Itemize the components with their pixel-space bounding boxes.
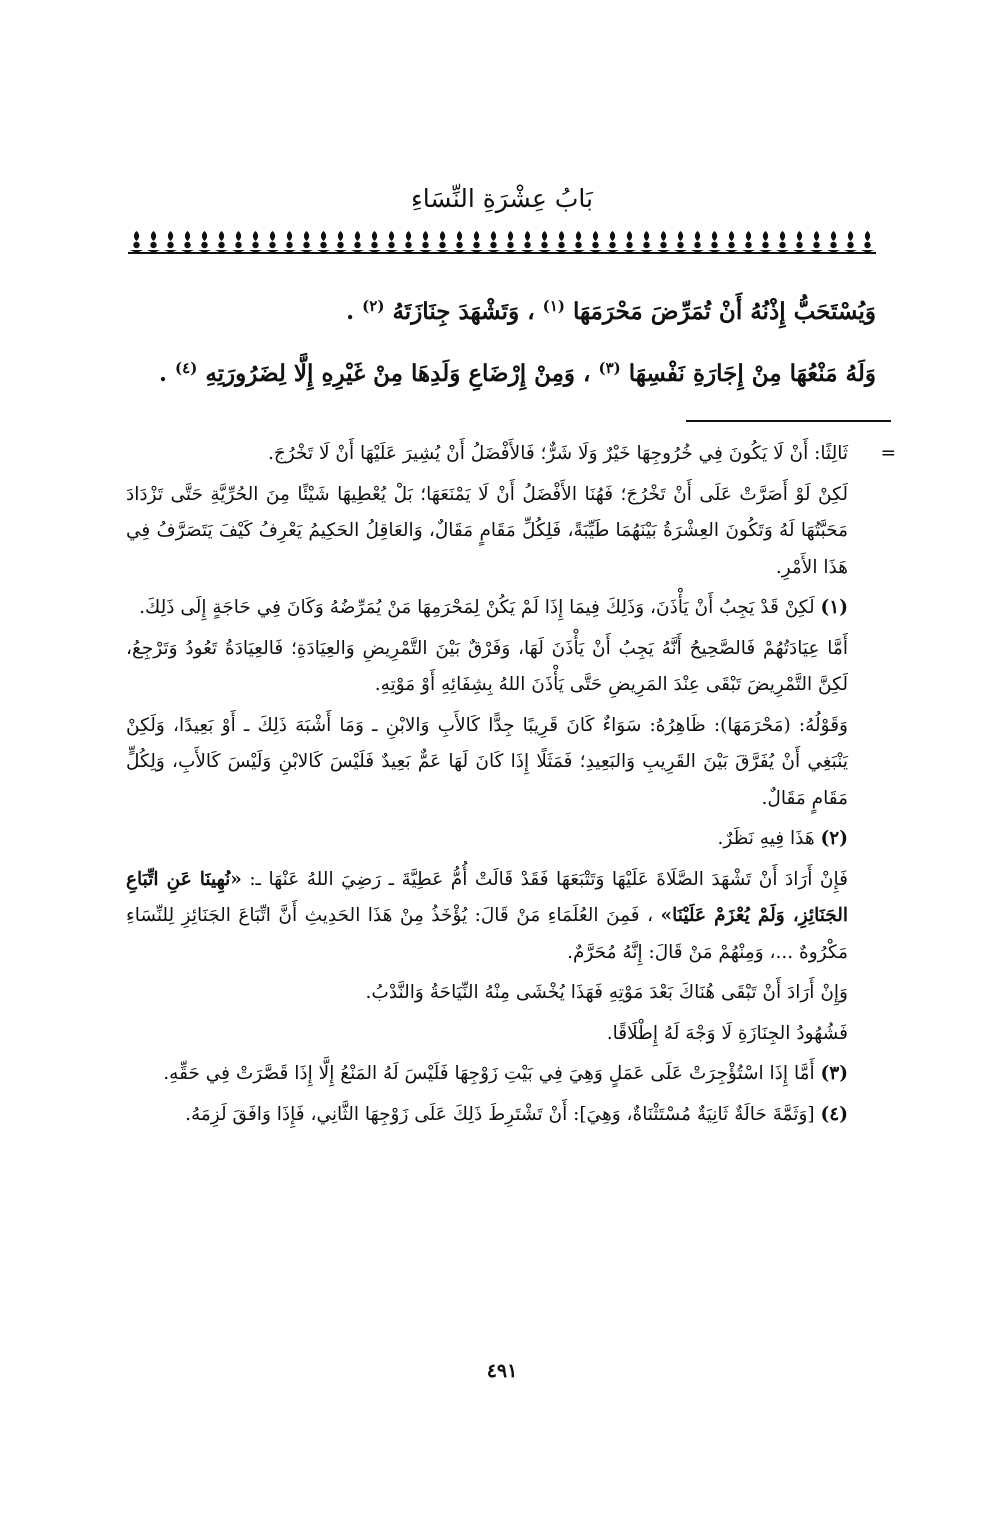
main-text-segment: وَلَهُ مَنْعُهَا مِنْ إِجَارَةِ نَفْسِهَا [628,360,876,387]
main-text-segment: ، وَتَشْهَدَ جِنَازَتَهُ [392,298,535,325]
footnote-text: [وَثَمَّةَ حَالَةٌ ثَانِيَةٌ مُسْتَثْنَاةٌ، وَهِيَ]: أَنْ تَشْتَرِطَ ذَلِكَ عَلَى زَوْجِهَا الثَّانِي، فَإِذَا وَافَقَ لَزِمَهُ. [185,1103,815,1125]
footnote-text: فَإِنْ أَرَادَ أَنْ تَشْهَدَ الصَّلَاةَ عَلَيْهَا وَتَتْبَعَهَا فَقَدْ قَالَتْ أُمُّ عَطِيَّةَ ـ رَضِيَ اللهُ عَنْهَا ـ: [249,868,848,890]
footnote-text: أَمَّا إِذَا اسْتُؤْجِرَتْ عَلَى عَمَلٍ وَهِيَ فِي بَيْتِ زَوْجِهَا فَلَيْسَ لَهُ المَنْعُ إِلَّا إِذَا قَصَّرَتْ فِي حَقِّهِ. [163,1063,815,1084]
footnote-number: (٣) [820,1063,848,1084]
main-line-1 [128,292,876,334]
footnote-paragraph: أَمَّا عِيَادَتُهُمْ فَالصَّحِيحُ أَنَّهُ يَجِبُ أَنْ يَأْذَنَ لَهَا، وَفَرْقٌ بَيْنَ التَّمْرِيضِ وَالعِيَادَةِ؛ فَالعِيَادَةُ تَعُودُ وَتَرْجِعُ، لَكِنَّ التَّمْرِيضَ تَبْقَى عِنْدَ المَرِيضِ حَتَّى يَأْذَنَ اللهُ بِشِفَائِهِ أَوْ مَوْتِهِ. [126,637,848,695]
footnote-paragraph: وَقَوْلُهُ: (مَحْرَمَهَا): ظَاهِرُهُ: سَوَاءٌ كَانَ قَرِيبًا جِدًّا كَالأَبِ وَالابْنِ ـ وَمَا أَشْبَهَ ذَلِكَ ـ أَوْ بَعِيدًا، وَلَكِنْ يَنْبَغِي أَنْ يُفَرَّقَ بَيْنَ القَرِيبِ وَالبَعِيدِ؛ فَمَثَلًا إِذَا كَانَ لَهَا عَمٌّ بَعِيدٌ فَلَيْسَ كَالابْنِ وَلَيْسَ كَالأَبِ، وَلِكُلٍّ مَقَامٍ مَقَالٌ. [126,714,848,809]
footnote-paragraph: وَإِنْ أَرَادَ أَنْ تَبْقَى هُنَاكَ بَعْدَ مَوْتِهِ فَهَذَا يُخْشَى مِنْهُ النِّيَاحَةُ وَالنَّدْبُ. [365,982,848,1003]
footnote-ref-4: (٤) [175,359,198,377]
decorative-border [128,228,876,254]
footnote-paragraph [126,862,876,972]
footnote-2 [126,821,876,858]
continuation-mark: = [880,443,896,464]
footnote-number: (٢) [820,828,848,849]
footnote-text: لَكِنْ قَدْ يَجِبُ أَنْ يَأْذَنَ، وَذَلِكَ فِيمَا إِذَا لَمْ يَكُنْ لِمَحْرَمِهَا مَنْ يُمَرِّضُهُ وَكَانَ فِي حَاجَةٍ إِلَى ذَلِكَ. [139,597,815,618]
main-line-2 [128,354,876,396]
main-text-segment: وَيُسْتَحَبُّ إِذْنُهُ أَنْ تُمَرِّضَ مَحْرَمَهَا [572,298,876,325]
footnote-4 [126,1097,876,1134]
footnote-ref-1: (١) [542,297,565,315]
footnote-3 [126,1056,876,1093]
footnote-text: هَذَا فِيهِ نَظَرٌ. [717,828,815,849]
footnote-separator [686,420,891,422]
chapter-title: بَابُ عِشْرَةِ النِّسَاءِ [411,184,593,213]
footnote-1 [126,590,876,627]
footnote-number: (١) [820,597,848,618]
footnote-text: ثَالِثًا: أَنْ لَا يَكُونَ فِي خُرُوجِهَا خَيْرٌ وَلَا شَرٌّ؛ فَالأَفْضَلُ أَنْ يُشِيرَ عَلَيْهَا أَنْ لَا تَخْرُجَ. [267,443,848,464]
footnote-paragraph: فَشُهُودُ الجِنَازَةِ لَا وَجْهَ لَهُ إِطْلَاقًا. [606,1022,848,1044]
main-text-segment: . [346,298,355,325]
main-text-segment: . [159,360,168,387]
hadith-quote: «نُهِينَا عَنِ اتِّبَاعِ الجَنَائِزِ، وَلَمْ يُعْزَمْ عَلَيْنَا» [126,868,849,926]
footnote-paragraph [126,436,896,473]
footnote-ref-3: (٣) [598,359,621,377]
main-text-segment: ، وَمِنْ إِرْضَاعِ وَلَدِهَا مِنْ غَيْرِهِ إِلَّا لِضَرُورَتِهِ [205,360,591,387]
footnote-number: (٤) [820,1103,848,1125]
footnote-ref-2: (٢) [362,297,385,315]
page-number: ٤٩١ [486,1360,518,1382]
footnotes [126,436,896,1137]
footnote-paragraph: لَكِنْ لَوْ أَصَرَّتْ عَلَى أَنْ تَخْرُجَ؛ فَهُنَا الأَفْضَلُ أَنْ لَا يَمْنَعَهَا؛ بَلْ يُعْطِيهَا شَيْئًا مِنَ الحُرِّيَّةِ حَتَّى تَزْدَادَ مَحَبَّتُهَا لَهُ وَتَكُونَ العِشْرَةُ بَيْنَهُمَا طَيِّبَةً، فَلِكُلِّ مَقَامٍ مَقَالٌ، وَالعَاقِلُ الحَكِيمُ يَعْرِفُ كَيْفَ يَتَصَرَّفُ فِي هَذَا الأَمْرِ. [126,483,848,578]
footnote-text: ، فَمِنَ العُلَمَاءِ مَنْ قَالَ: يُؤْخَذُ مِنْ هَذَا الحَدِيثِ أَنَّ اتِّبَاعَ الجَنَائِزِ لِلنِّسَاءِ مَكْرُوهٌ ...، وَمِنْهُمْ مَنْ قَالَ: إِنَّهُ مُحَرَّمٌ. [126,905,848,963]
